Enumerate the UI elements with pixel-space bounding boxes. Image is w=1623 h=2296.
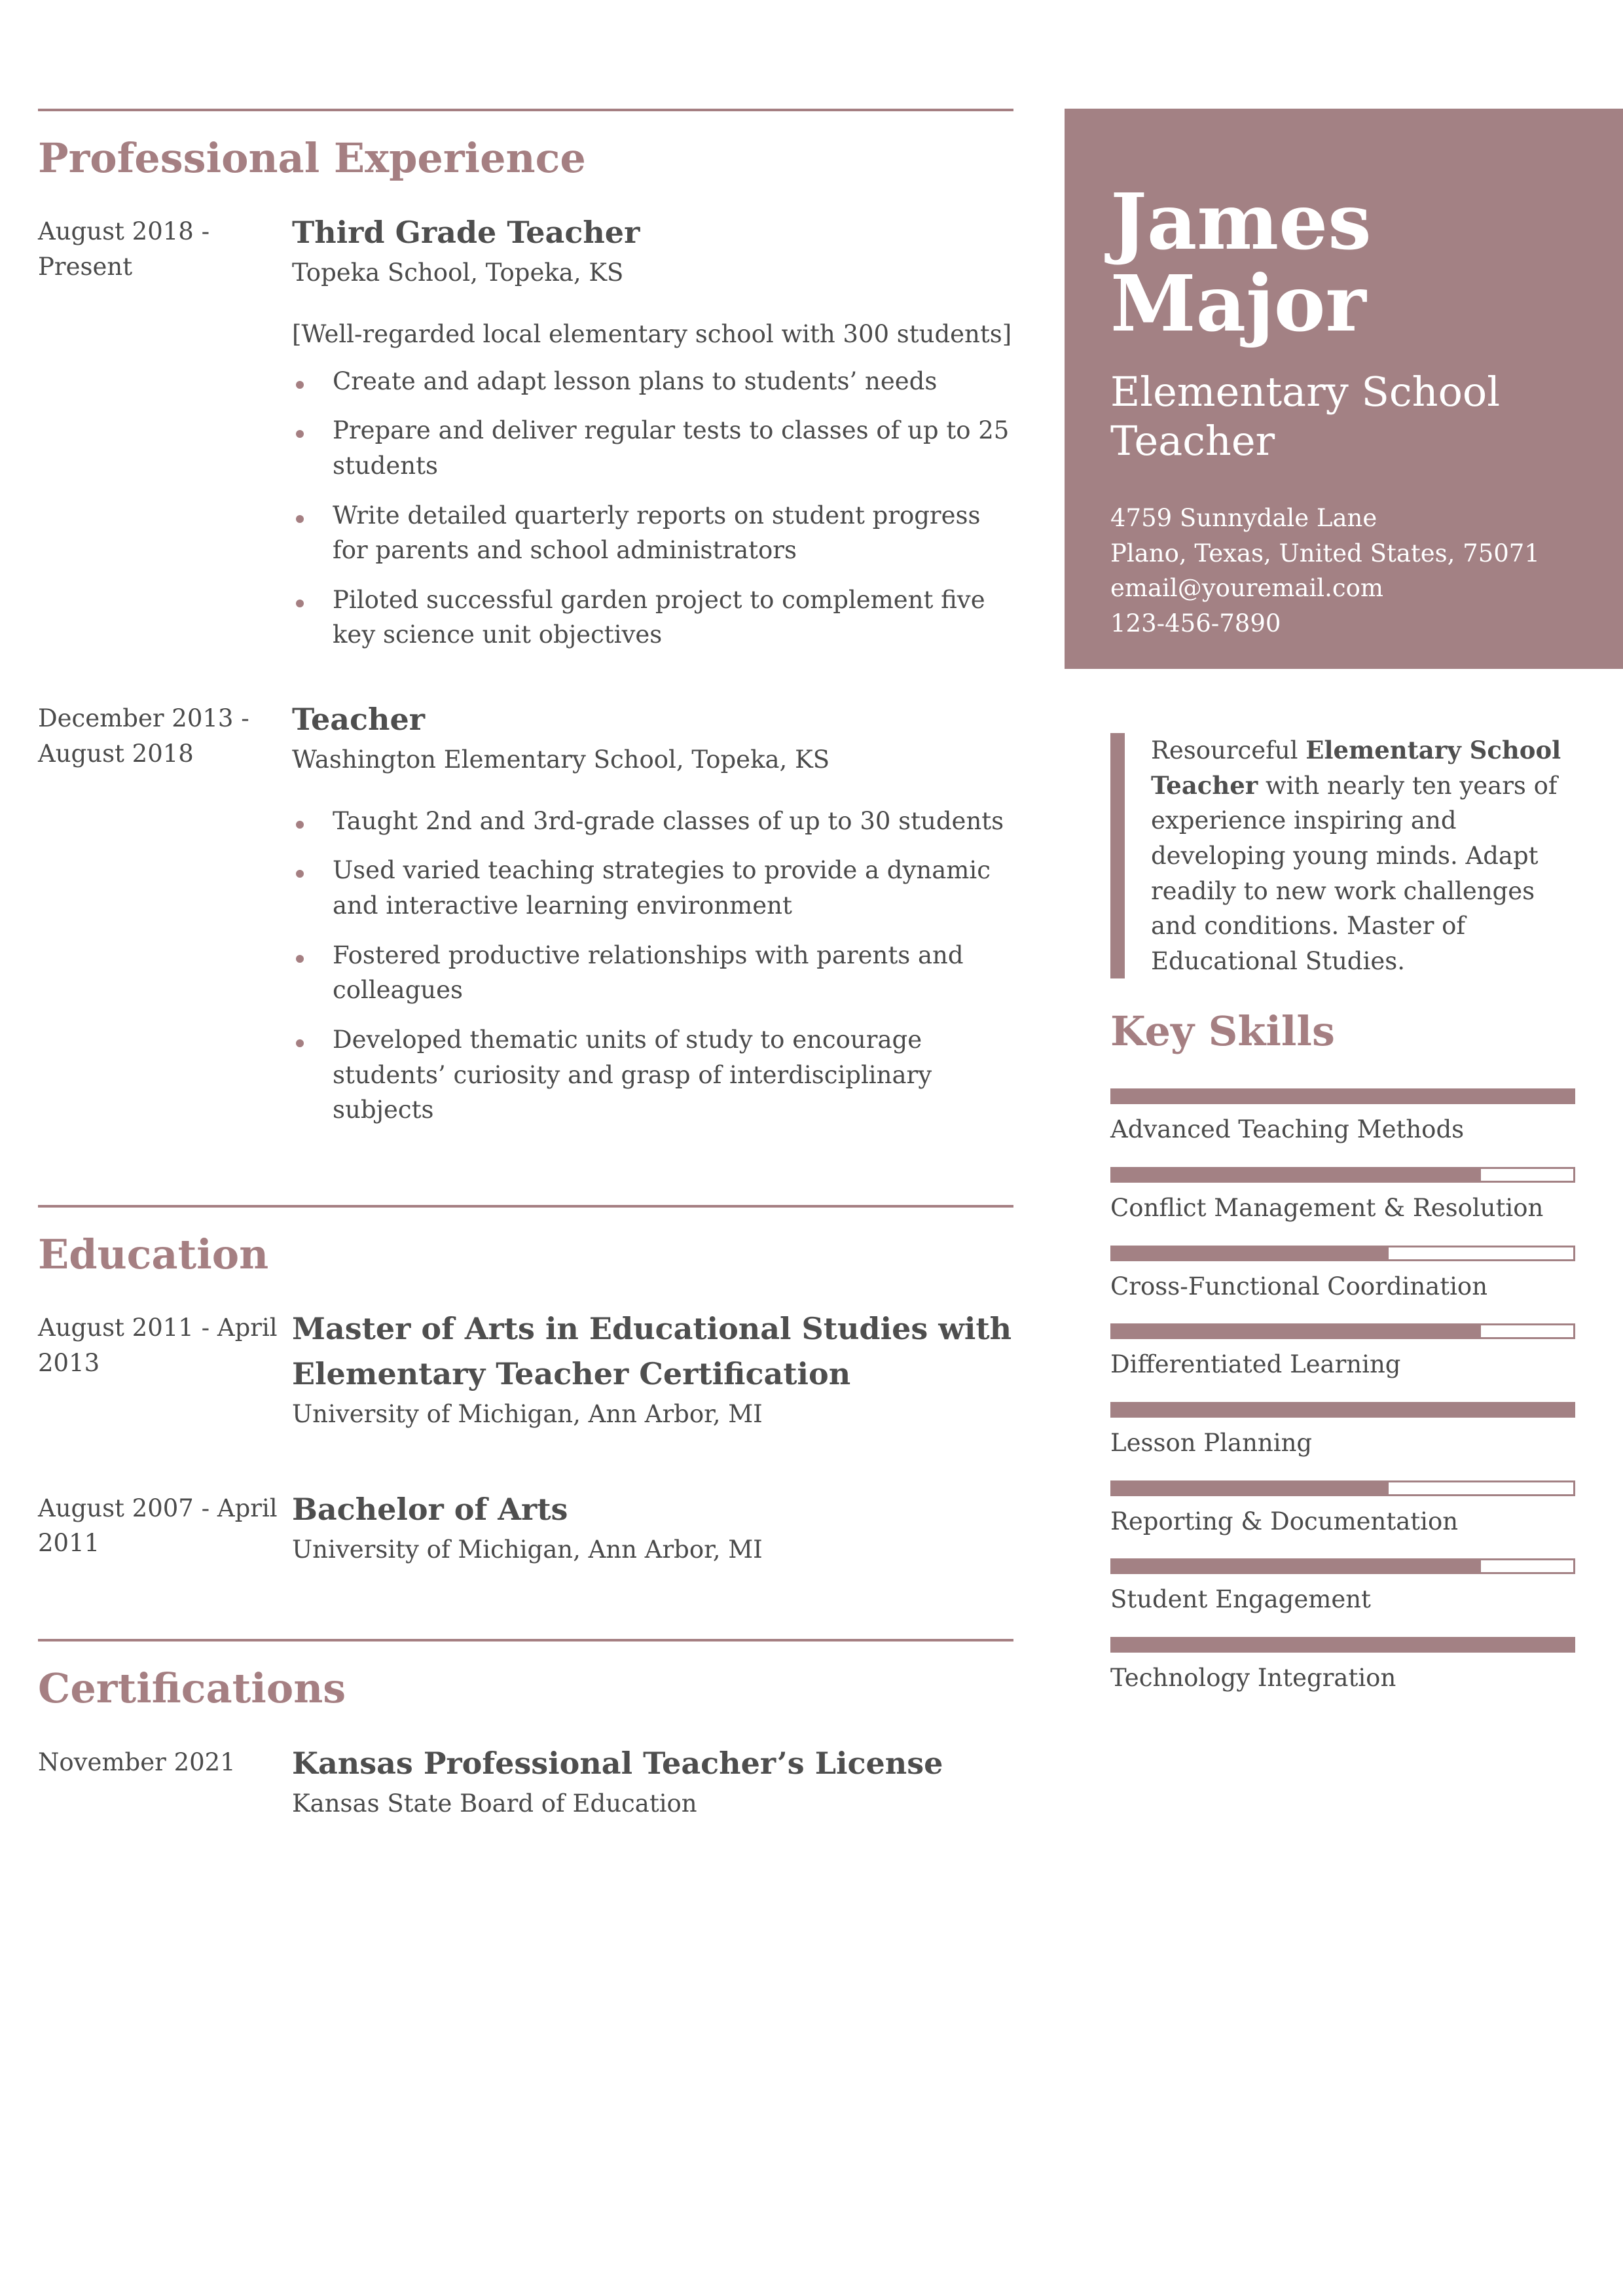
certification-title: Kansas Professional Teacher’s License [292, 1745, 943, 1781]
skill-level-fill [1112, 1639, 1573, 1651]
education-date: August 2007 - April 2011 [38, 1494, 278, 1558]
experience-heading: Professional Experience [38, 134, 586, 182]
bullet-item: Write detailed quarterly reports on student progress for parents and school administrators [292, 498, 1013, 568]
summary-text: with nearly ten years of experience inspiring and developing young minds. Adapt readily to new work challenges and conditions. Master of Educational Studies. [1151, 771, 1558, 975]
contact-info [1110, 501, 1597, 641]
skill-item [1110, 1402, 1575, 1461]
skill-level-bar [1110, 1637, 1575, 1653]
skill-level-fill [1112, 1090, 1573, 1102]
header-card [1065, 109, 1623, 669]
school-name: University of Michigan, Ann Arbor, MI [292, 1535, 763, 1564]
skill-item [1110, 1088, 1575, 1147]
skill-level-fill [1112, 1482, 1389, 1494]
education-date: August 2011 - April 2013 [38, 1314, 278, 1377]
education-entry [38, 1487, 1013, 1568]
skill-label: Reporting & Documentation [1110, 1507, 1459, 1535]
degree-title: Master of Arts in Educational Studies with Elementary Teacher Certification [292, 1311, 1012, 1392]
phone-number: 123-456-7890 [1110, 609, 1281, 637]
skill-level-fill [1112, 1247, 1389, 1259]
role-line: Elementary School [1110, 368, 1501, 416]
skill-level-fill [1112, 1404, 1573, 1416]
skill-label: Conflict Management & Resolution [1110, 1193, 1544, 1222]
job-employer: Washington Elementary School, Topeka, KS [292, 745, 830, 774]
skill-level-bar [1110, 1558, 1575, 1574]
job-date: December 2013 - August 2018 [38, 704, 249, 768]
summary-highlight: Elementary School Teacher [1151, 736, 1561, 800]
job-description: [Well-regarded local elementary school with 300 students] [292, 319, 1012, 348]
skill-label: Cross-Functional Coordination [1110, 1272, 1488, 1300]
certifications-section [38, 1639, 1013, 1821]
certification-entry [38, 1741, 1013, 1821]
certifications-heading: Certifications [38, 1664, 346, 1713]
certification-date: November 2021 [38, 1748, 236, 1776]
skills-section [1110, 1008, 1575, 1715]
job-employer: Topeka School, Topeka, KS [292, 259, 624, 287]
certification-issuer: Kansas State Board of Education [292, 1789, 697, 1818]
bullet-item: Fostered productive relationships with parents and colleagues [292, 938, 1013, 1008]
summary-text: Resourceful [1151, 736, 1306, 764]
skill-label: Lesson Planning [1110, 1428, 1313, 1457]
skill-label: Differentiated Learning [1110, 1350, 1401, 1379]
skill-item [1110, 1323, 1575, 1382]
job-title: Teacher [292, 702, 425, 738]
profile-summary [1110, 733, 1569, 978]
school-name: University of Michigan, Ann Arbor, MI [292, 1400, 763, 1429]
skill-level-bar [1110, 1323, 1575, 1339]
skill-level-bar [1110, 1480, 1575, 1496]
candidate-name [1110, 176, 1597, 350]
skill-item [1110, 1637, 1575, 1696]
job-bullets [292, 364, 1013, 653]
skill-item [1110, 1167, 1575, 1226]
skill-level-bar [1110, 1088, 1575, 1104]
skill-item [1110, 1246, 1575, 1304]
job-entry [38, 697, 1013, 1142]
education-section [38, 1205, 1013, 1640]
address-line: Plano, Texas, United States, 75071 [1110, 539, 1540, 567]
bullet-item: Taught 2nd and 3rd-grade classes of up to 30 students [292, 804, 1013, 839]
job-bullets [292, 804, 1013, 1128]
role-line: Teacher [1110, 416, 1275, 465]
bullet-item: Used varied teaching strategies to provide a dynamic and interactive learning environment [292, 853, 1013, 923]
skill-item [1110, 1558, 1575, 1617]
education-entry [38, 1306, 1013, 1432]
skill-level-fill [1112, 1325, 1481, 1337]
skill-item [1110, 1480, 1575, 1539]
job-entry [38, 210, 1013, 667]
skill-level-bar [1110, 1402, 1575, 1418]
last-name: Major [1110, 258, 1366, 350]
skill-level-fill [1112, 1169, 1481, 1181]
bullet-item: Piloted successful garden project to complement five key science unit objectives [292, 583, 1013, 653]
skills-list [1110, 1088, 1575, 1695]
skill-label: Advanced Teaching Methods [1110, 1115, 1465, 1144]
skill-level-bar [1110, 1246, 1575, 1261]
job-role [1110, 368, 1597, 465]
skill-level-bar [1110, 1167, 1575, 1183]
skill-label: Student Engagement [1110, 1585, 1371, 1614]
skill-level-fill [1112, 1560, 1481, 1572]
skill-label: Technology Integration [1110, 1663, 1396, 1692]
bullet-item: Create and adapt lesson plans to students’ needs [292, 364, 1013, 399]
skills-heading: Key Skills [1110, 1007, 1335, 1055]
job-title: Third Grade Teacher [292, 215, 640, 251]
job-date: August 2018 - Present [38, 217, 210, 281]
main-column [38, 109, 1013, 1821]
bullet-item: Developed thematic units of study to encourage students’ curiosity and grasp of interdisciplinary subjects [292, 1022, 1013, 1128]
bullet-item: Prepare and deliver regular tests to classes of up to 25 students [292, 413, 1013, 483]
experience-section [38, 109, 1013, 1205]
first-name: James [1110, 176, 1372, 267]
email-link[interactable]: email@youremail.com [1110, 574, 1383, 603]
address-line: 4759 Sunnydale Lane [1110, 503, 1377, 532]
degree-title: Bachelor of Arts [292, 1491, 568, 1527]
education-heading: Education [38, 1230, 269, 1278]
